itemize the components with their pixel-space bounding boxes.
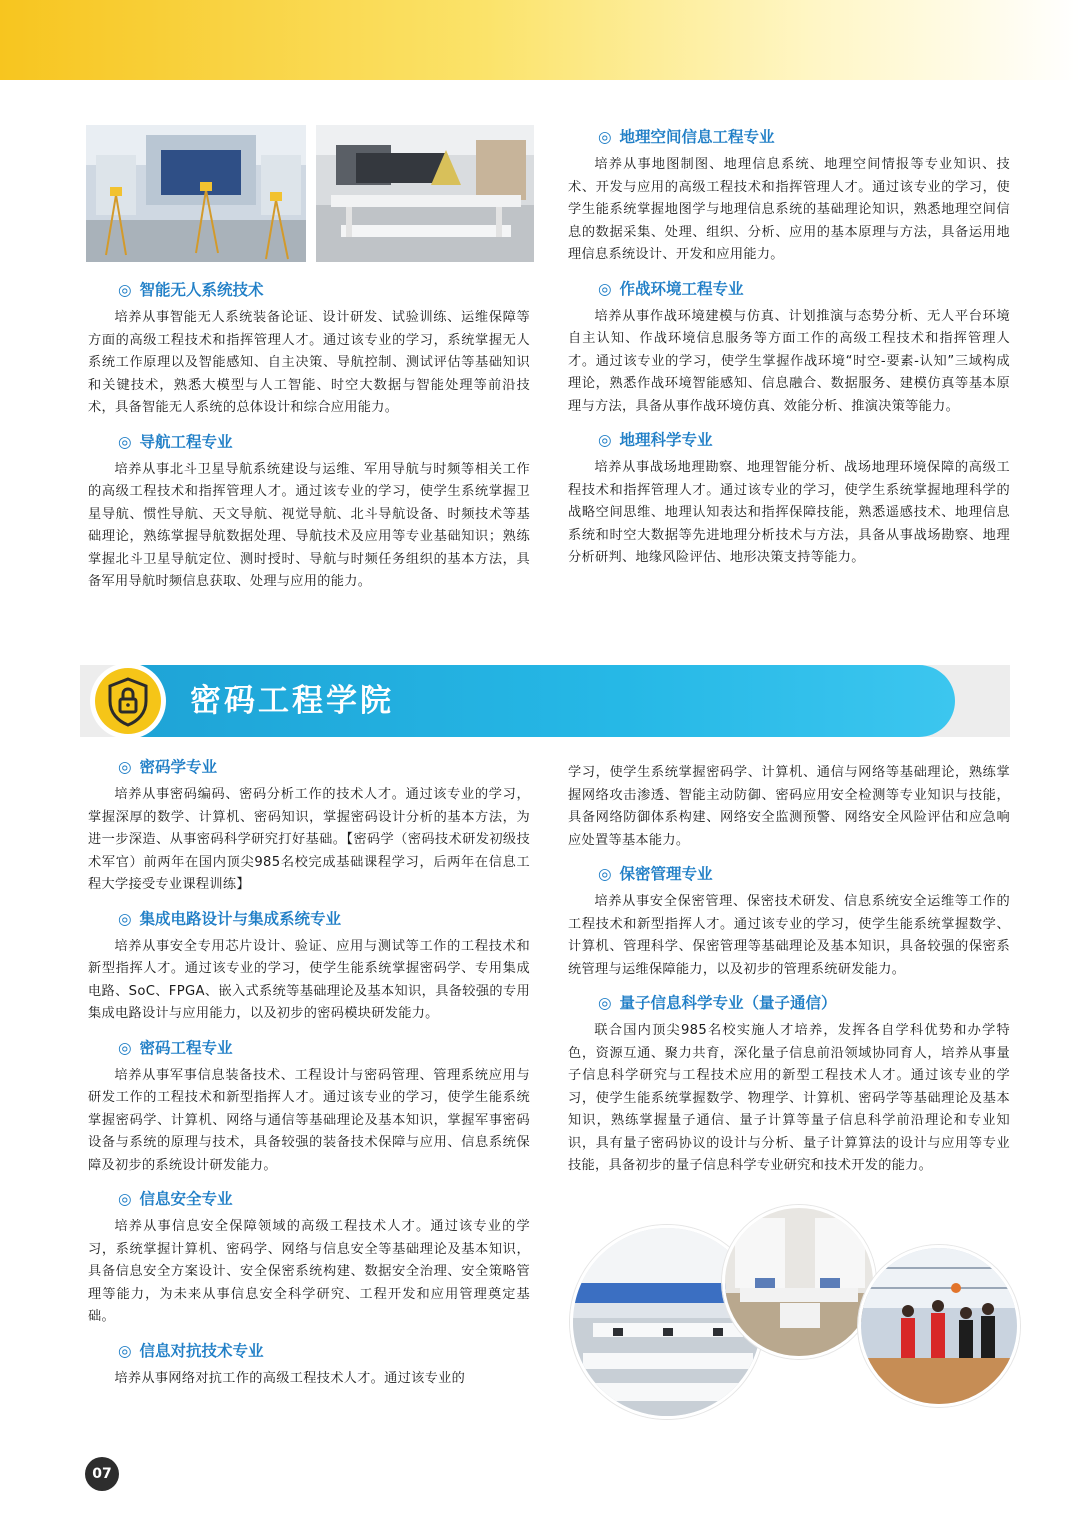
bullet-icon: ◎ bbox=[598, 431, 612, 449]
major-block-navigation bbox=[88, 430, 530, 594]
major-description-secrecy-management: 培养从事安全保密管理、保密技术研发、信息系统安全运维等工作的工程技术和新型指挥人才。通过该专业的学习，使学生能系统掌握数学、计算机、管理科学、保密管理等基础理论及基本知识，具备较强的保密系统管理与运维保障能力，以及初步的管理系统研发能力。 bbox=[568, 894, 1010, 977]
major-description-info-security: 培养从事信息安全保障领域的高级工程技术人才。通过该专业的学习，系统掌握计算机、密码学、网络与信息安全等基础理论及基本知识，具备信息安全方案设计、安全保密系统构建、数据安全治理、安全策略管理等能力，为未来从事信息安全科学研究、工程开发和应用管理奠定基础。 bbox=[88, 1219, 530, 1324]
upper-right-column bbox=[568, 125, 1010, 580]
bullet-icon: ◎ bbox=[118, 758, 132, 776]
lower-right-column bbox=[568, 762, 1010, 1188]
major-title-info-countermeasure: ◎ 信息对抗技术专业 bbox=[118, 1341, 264, 1360]
bullet-icon: ◎ bbox=[118, 281, 132, 299]
major-block-secrecy-management bbox=[568, 862, 1010, 981]
major-title-geospatial: ◎ 地理空间信息工程专业 bbox=[598, 128, 775, 146]
major-description-navigation: 培养从事北斗卫星导航系统建设与运维、军用导航与时频等相关工作的高级工程技术和指挥管理人才。通过该专业的学习，使学生系统掌握卫星导航、惯性导航、天文导航、视觉导航、北斗导航设备、时频技术等基础理论，熟练掌握导航数据处理、导航技术及应用等专业基础知识；熟练掌握北斗卫星导航定位、测时授时、导航与时频任务组织的基本方法，具备军用导航时频信息获取、处理与应用的能力。 bbox=[88, 461, 530, 589]
major-block-geography bbox=[568, 428, 1010, 570]
bullet-icon: ◎ bbox=[598, 279, 612, 298]
bullet-icon: ◎ bbox=[118, 1341, 132, 1360]
major-block-quantum bbox=[568, 991, 1010, 1178]
major-description-info-countermeasure: 培养从事网络对抗工作的高级工程技术人才。通过该专业的 bbox=[114, 1370, 466, 1386]
major-description-ic-design: 培养从事安全专用芯片设计、验证、应用与测试等工作的工程技术和新型指挥人才。通过该专业的学习，使学生能系统掌握密码学、专用集成电路、SoC、FPGA、嵌入式系统等基础理论及基本知识，具备较强的专用集成电路设计与应用能力，以及初步的密码模块研发能力。 bbox=[88, 938, 530, 1021]
major-title-ic-design: ◎ 集成电路设计与集成系统专业 bbox=[118, 909, 342, 928]
major-title-uav: ◎ 智能无人系统技术 bbox=[118, 281, 264, 299]
continued-description-info-countermeasure: 学习，使学生系统掌握密码学、计算机、通信与网络等基础理论，熟练掌握网络攻击渗透、智能主动防御、密码应用安全检测等专业知识与技能，具备网络防御体系构建、网络安全监测预警、网络安全风险评估和应急响应处置等基本能力。 bbox=[568, 765, 1010, 848]
major-description-quantum: 联合国内顶尖985名校实施人才培养，发挥各自学科优势和办学特色，资源互通、聚力共育，深化量子信息前沿领域协同育人，培养从事量子信息科学研究与工程技术应用的新型工程技术人才。通过该专业的学习，使学生能系统掌握数学、物理学、计算机、密码学等基础理论及基本知识，熟练掌握量子通信、量子计算等量子信息科学前沿理论和专业知识，具有量子密码协议的设计与分析、量子计算算法的设计与应用等专业技能，具备初步的量子信息科学专业研究和技术开发的能力。 bbox=[568, 1023, 1010, 1173]
bullet-icon: ◎ bbox=[118, 909, 132, 928]
major-block-info-countermeasure bbox=[88, 1339, 530, 1391]
major-title-info-security: ◎ 信息安全专业 bbox=[118, 1190, 233, 1208]
major-block-info-security bbox=[88, 1187, 530, 1329]
bullet-icon: ◎ bbox=[598, 994, 612, 1012]
photo-navigation-lab bbox=[86, 125, 306, 262]
major-title-geography: ◎ 地理科学专业 bbox=[598, 431, 713, 449]
bullet-icon: ◎ bbox=[118, 432, 132, 451]
major-block-uav bbox=[88, 278, 530, 420]
major-description-combat-environment: 培养从事作战环境建模与仿真、计划推演与态势分析、无人平台环境自主认知、作战环境信息服务等方面工作的高级工程技术和指挥管理人才。通过该专业的学习，使学生掌握作战环境“时空-要素-认知”三域构成理论，熟悉作战环境智能感知、信息融合、数据服务、建模仿真等基本原理与方法，具备从事作战环境仿真、效能分析、推演决策等能力。 bbox=[568, 308, 1010, 414]
bullet-icon: ◎ bbox=[598, 128, 612, 146]
bullet-icon: ◎ bbox=[118, 1038, 132, 1057]
photo-geospatial-lab bbox=[316, 125, 534, 262]
major-description-uav: 培养从事智能无人系统装备论证、设计研发、试验训练、运维保障等方面的高级工程技术和指挥管理人才。通过该专业的学习，系统掌握无人系统工作原理以及智能感知、自主决策、导航控制、测试评估等基础知识和关键技术，熟悉大模型与人工智能、时空大数据与智能处理等前沿技术，具备智能无人系统的总体设计和综合应用能力。 bbox=[88, 310, 530, 415]
major-title-crypto-engineering: ◎ 密码工程专业 bbox=[118, 1038, 233, 1057]
major-title-cryptography: ◎ 密码学专业 bbox=[118, 758, 218, 776]
major-block-cryptography bbox=[88, 755, 530, 897]
bullet-icon: ◎ bbox=[598, 865, 612, 883]
lower-left-column bbox=[88, 755, 530, 1400]
top-yellow-band bbox=[0, 0, 1080, 80]
photo-basketball bbox=[858, 1245, 1020, 1407]
college-banner bbox=[80, 665, 1010, 737]
major-title-secrecy-management: ◎ 保密管理专业 bbox=[598, 865, 713, 883]
major-description-crypto-engineering: 培养从事军事信息装备技术、工程设计与密码管理、管理系统应用与研发工作的工程技术和新型指挥人才。通过该专业的学习，使学生能系统掌握密码学、计算机、网络与通信等基础理论及基本知识，掌握军事密码设备与系统的原理与技术，具备较强的装备技术保障与应用、信息系统保障及初步的系统设计研发能力。 bbox=[88, 1067, 530, 1173]
major-block-combat-environment bbox=[568, 277, 1010, 419]
photo-classroom bbox=[722, 1205, 876, 1359]
major-description-geography: 培养从事战场地理勘察、地理智能分析、战场地理环境保障的高级工程技术和指挥管理人才。通过该专业的学习，使学生系统掌握地理科学的战略空间思维、地理认知表达和指挥保障技能，熟悉遥感技术、地理信息系统和时空大数据等先进地理分析技术与方法，具备从事战场勘察、地理分析研判、地缘风险评估、地形决策支持等能力。 bbox=[568, 460, 1010, 565]
bullet-icon: ◎ bbox=[118, 1190, 132, 1208]
major-title-quantum: ◎ 量子信息科学专业（量子通信） bbox=[598, 994, 837, 1012]
major-block-geospatial bbox=[568, 125, 1010, 267]
upper-left-column bbox=[88, 278, 530, 604]
major-block-ic-design bbox=[88, 907, 530, 1026]
shield-lock-icon bbox=[88, 661, 168, 741]
major-title-combat-environment: ◎ 作战环境工程专业 bbox=[598, 279, 744, 298]
major-description-geospatial: 培养从事地图制图、地理信息系统、地理空间情报等专业知识、技术、开发与应用的高级工程技术和指挥管理人才。通过该专业的学习，使学生能系统掌握地图学与地理信息系统的基础理论知识，熟悉地理空间信息的数据采集、处理、组织、分析、应用的基本原理与方法，具备运用地理信息系统设计、开发和应用能力。 bbox=[568, 157, 1010, 262]
major-description-cryptography: 培养从事密码编码、密码分析工作的技术人才。通过该专业的学习，掌握深厚的数学、计算机、密码知识，掌握密码设计分析的基本方法，为进一步深造、从事密码科学研究打好基础。【密码学（密码技术研发初级技术军官）前两年在国内顶尖985名校完成基础课程学习，后两年在信息工程大学接受专业课程训练】 bbox=[88, 787, 530, 892]
page-number: 07 bbox=[85, 1457, 119, 1491]
college-title: 密码工程学院 bbox=[190, 683, 394, 719]
major-title-navigation: ◎ 导航工程专业 bbox=[118, 432, 233, 451]
major-block-crypto-engineering bbox=[88, 1036, 530, 1178]
